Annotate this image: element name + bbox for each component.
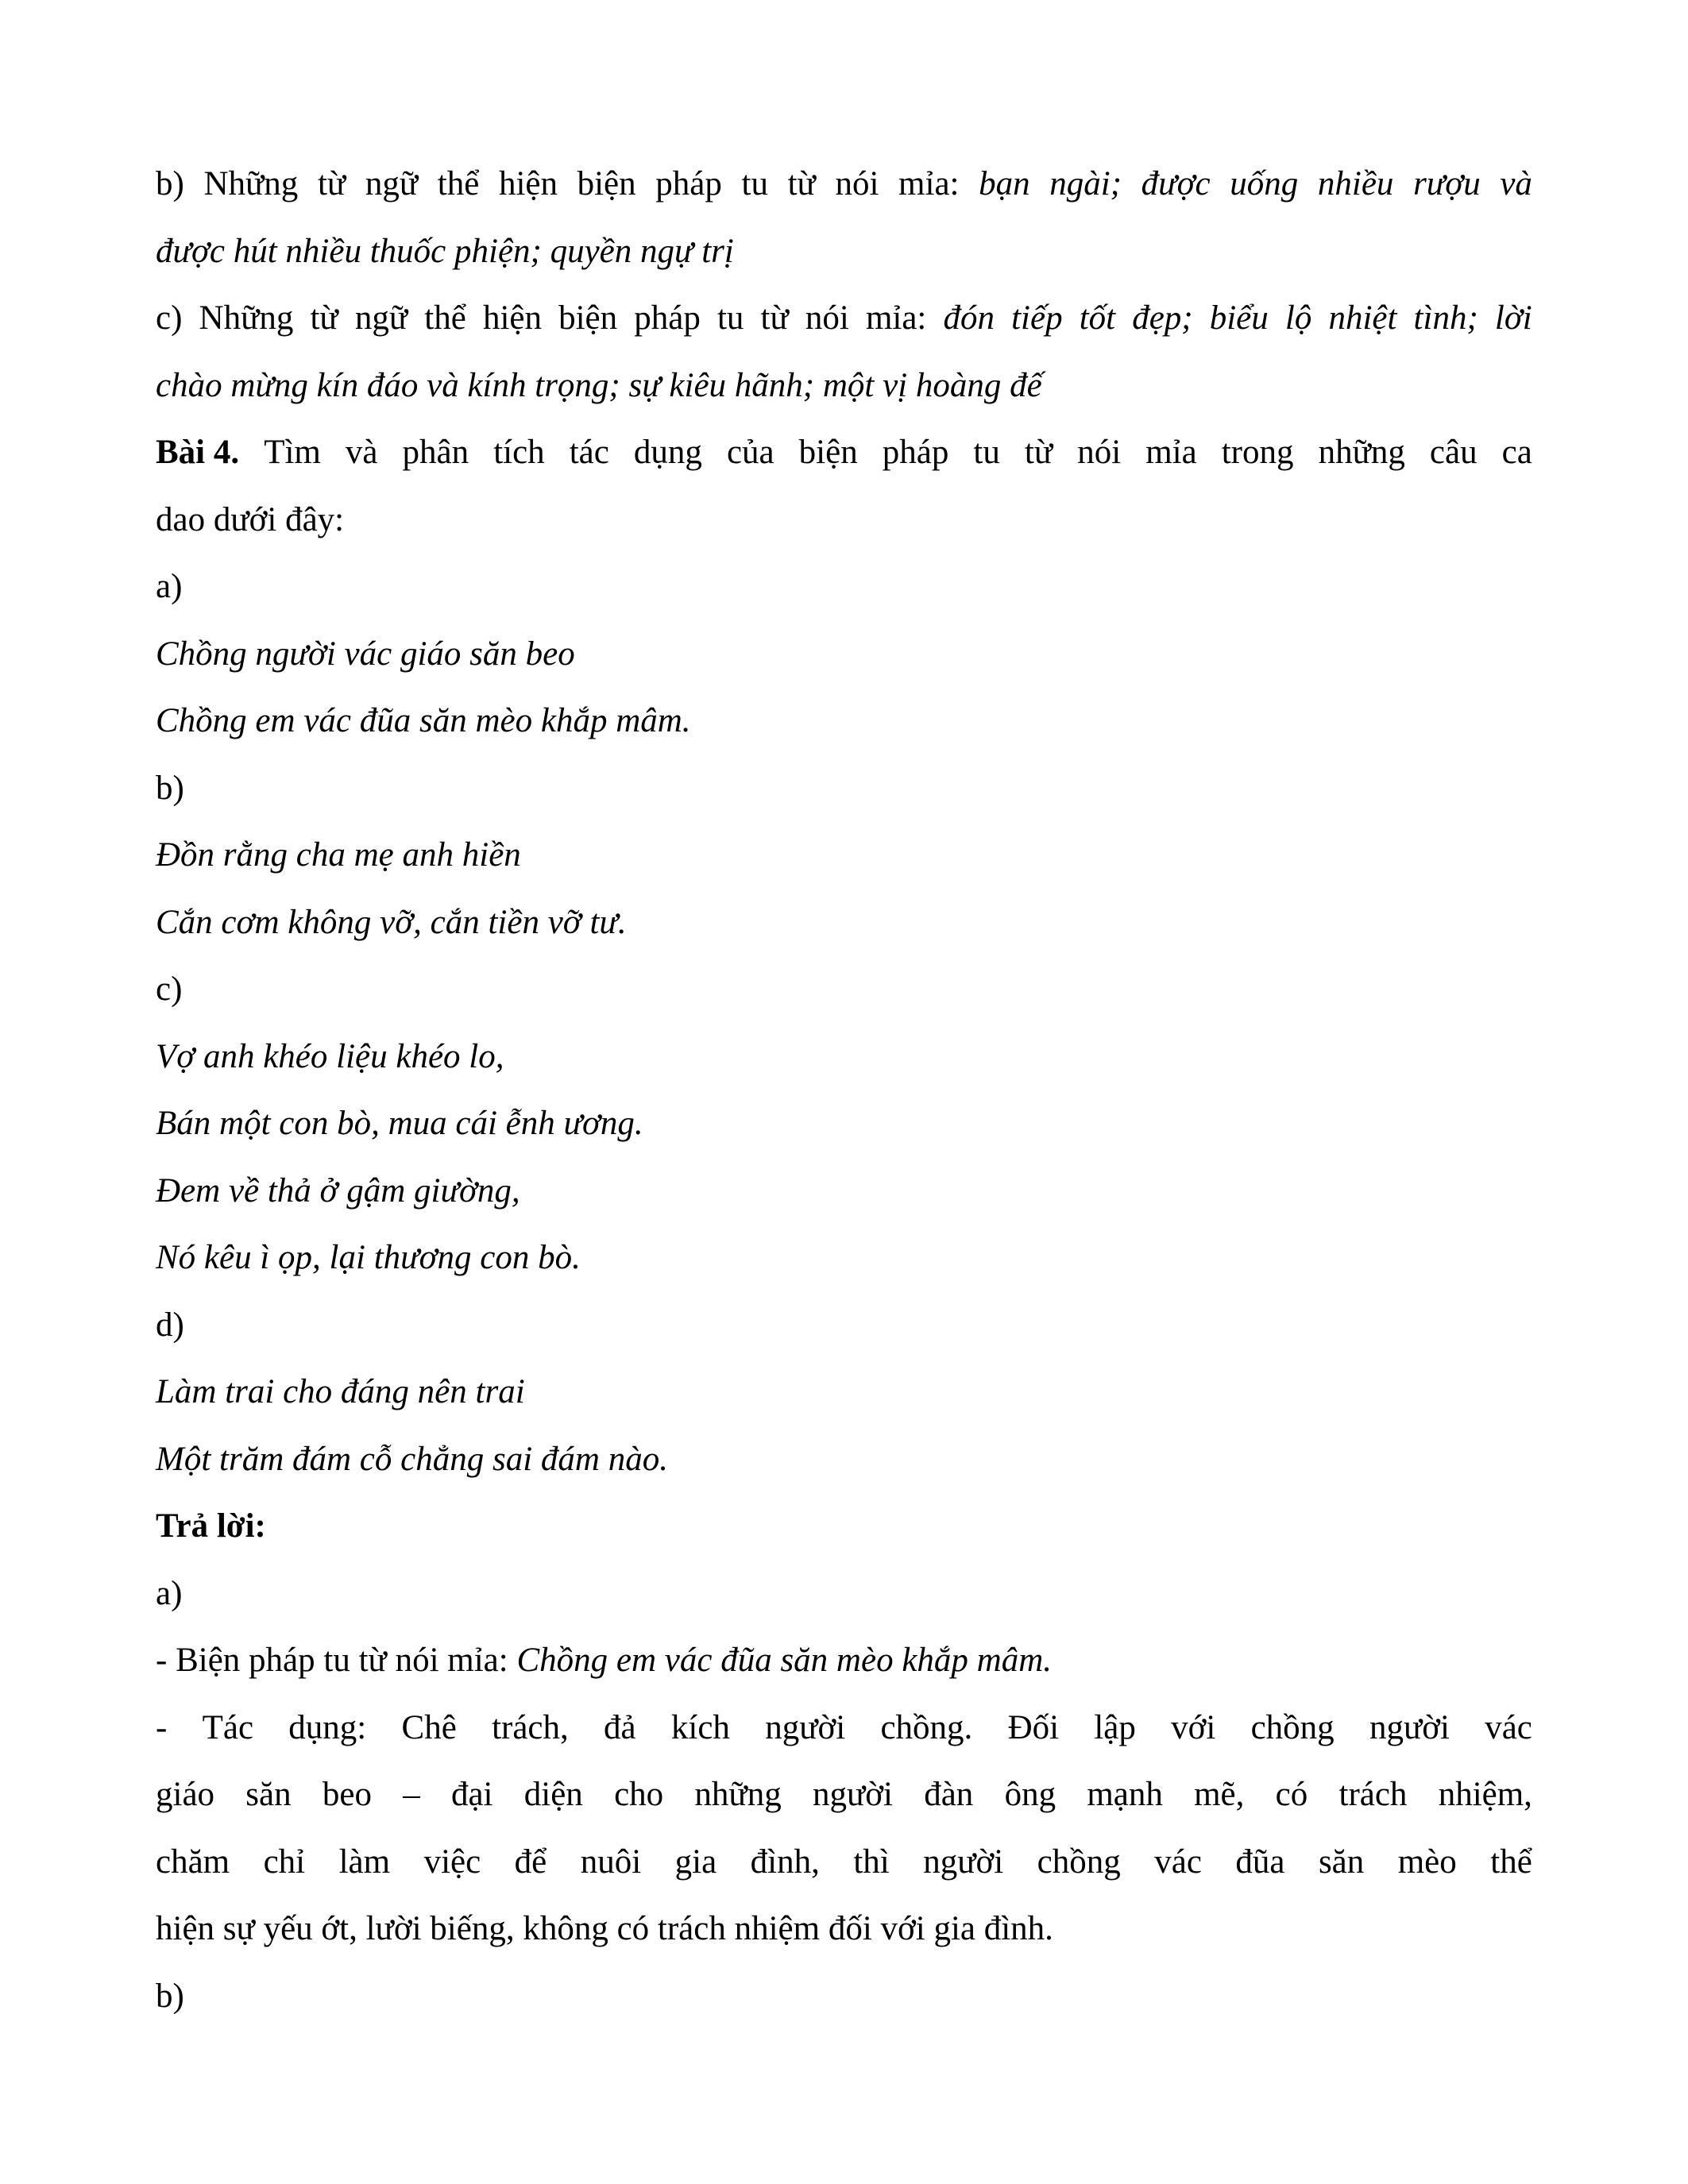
answer-a-device-label: - Biện pháp tu từ nói mỉa: [156,1642,508,1679]
poem-line: Vợ anh khéo liệu khéo lo, [156,1037,504,1075]
exercise4-prompt-word: của [726,434,774,471]
exercise3-c-word: pháp [634,299,701,337]
exercise4-heading: Bài 4. [156,434,240,471]
answer-a-effect-word: săn [1318,1843,1365,1881]
exercise3-c-word: tình; [1413,299,1478,337]
answer-a-effect-word: việc [423,1843,481,1881]
exercise3-c-word: nhiệt [1328,299,1397,337]
exercise3-c-word: lời [1494,299,1532,337]
poem-line: Bán một con bò, mua cái ễnh ương. [156,1105,643,1142]
exercise4-prompt-word: câu [1429,434,1477,471]
answer-a-effect-word: trách [1338,1776,1408,1813]
answer-a-effect-word: mèo [1397,1843,1457,1881]
exercise3-c-word: hiện [482,299,542,337]
exercise3-b-word: ngữ [365,165,419,203]
answer-a-effect-word: đũa [1235,1843,1285,1881]
answer-a-effect-word: gia [674,1843,717,1881]
exercise3-c-word: biểu [1209,299,1269,337]
exercise4-prompt-word: ca [1501,434,1532,471]
exercise3-b-word: uống [1230,165,1299,203]
answer-a-effect-word: người [923,1843,1004,1881]
exercise4-prompt-word: pháp [882,434,949,471]
answer-a-effect-word: để [514,1843,547,1881]
answer-a-effect-line: hiện sự yếu ớt, lười biếng, không có trách nhiệm đối với gia đình. [156,1910,1053,1947]
answer-a-effect-line [156,1695,1532,1762]
exercise3-b-word: b) [156,165,184,203]
exercise4-item-label: d) [156,1306,184,1344]
answer-a-effect-word: thì [853,1843,890,1881]
exercise3-c-line2: chào mừng kín đáo và kính trọng; sự kiêu hãnh; một vị hoàng đế [156,366,1042,404]
answer-a-effect-word: với [1171,1708,1216,1746]
exercise4-prompt-word: phân [402,434,469,471]
answer-a-effect-word: trách, [492,1708,569,1746]
answer-a-effect-word: nhiệm, [1438,1776,1532,1813]
exercise3-b-word: từ [787,165,816,203]
exercise3-b-word: rượu [1413,165,1481,203]
exercise3-b-word: và [1500,165,1532,203]
exercise3-b-word: ngài; [1049,165,1122,203]
exercise4-item-label: a) [156,568,183,605]
exercise3-b-word: pháp [655,165,722,203]
exercise3-b-word: tu [741,165,768,203]
answer-a-effect-word: đàn [924,1776,974,1813]
answer-a-effect-word: dụng: [288,1708,367,1746]
exercise3-c-word: biện [558,299,618,337]
answer-a-effect-word: – [403,1776,420,1813]
exercise3-c-word: tu [717,299,744,337]
exercise4-prompt-word: từ [1024,434,1053,471]
exercise4-prompt-word: dụng [633,434,702,471]
exercise3-b-word: từ [317,165,346,203]
answer-a-device [156,1627,1532,1695]
exercise4-prompt-word: mỉa [1145,434,1197,471]
answer-a-effect-word: đình, [750,1843,820,1881]
exercise3-c-word: từ [760,299,789,337]
exercise3-b-word: nói [835,165,879,203]
exercise3-c-word: tốt [1079,299,1116,337]
answer-a-effect-word: chồng [1250,1708,1335,1746]
poem-line: Chồng người vác giáo săn beo [156,635,575,673]
answer-b-label: b) [156,1977,184,2015]
exercise3-c-word: ngữ [354,299,408,337]
exercise4-items [156,554,1532,1493]
answer-a-effect-word: - [156,1708,168,1746]
exercise3-b-word: mỉa: [898,165,960,203]
exercise4-prompt-word: những [1318,434,1405,471]
answer-a-effect-word: đại [450,1776,493,1813]
answer-a-effect-word: chồng. [880,1708,973,1746]
exercise3-b-word: nhiều [1317,165,1394,203]
exercise3-b-line2: được hút nhiều thuốc phiện; quyền ngự trị [156,232,734,270]
exercise4-prompt-word: tích [493,434,545,471]
exercise3-c-word: nói [805,299,849,337]
answer-a-effect-word: chồng [1037,1843,1121,1881]
answer-a-effect-word: Đối [1007,1708,1060,1746]
answer-a-effect-word: chăm [156,1843,230,1881]
exercise3-b-word: thể [437,165,480,203]
answer-a-effect-word: người [765,1708,846,1746]
answer-a-effect-word: làm [338,1843,391,1881]
answer-a-effect-word: vác [1154,1843,1202,1881]
exercise3-b-word: biện [577,165,636,203]
answer-a-effect-word: thể [1490,1843,1532,1881]
exercise3-b-word: được [1141,165,1211,203]
answer-a-effect-line [156,1761,1532,1829]
exercise3-b-word: Những [203,165,299,203]
answer-a-effect-word: diện [523,1776,583,1813]
answer-a-effect-word: giáo [156,1776,215,1813]
exercise4-prompt-word: trong [1221,434,1294,471]
exercise3-c-word: mỉa: [865,299,927,337]
answer-a-effect-word: săn [245,1776,292,1813]
answer-a-effect-word: có [1275,1776,1308,1813]
answer-a-effect-word: người [812,1776,893,1813]
exercise3-b-word: bạn [979,165,1030,203]
exercise4-item-label: b) [156,769,184,807]
exercise3-c-word: đẹp; [1132,299,1193,337]
poem-line: Đem về thả ở gậm giường, [156,1171,520,1210]
exercise4-item-label: c) [156,970,183,1008]
exercise4-prompt-word: và [345,434,378,471]
exercise4-prompt-word: Tìm [264,434,321,471]
answer-a-effect [156,1695,1532,1963]
answer-a-effect-word: đả [604,1708,636,1746]
exercise3-c-word: lộ [1284,299,1312,337]
answer-a-effect-word: Chê [401,1708,457,1746]
poem-line: Đồn rằng cha mẹ anh hiền [156,836,521,874]
exercise3-c-word: thể [424,299,466,337]
poem-line: Cắn cơm không vỡ, cắn tiền vỡ tư. [156,903,627,941]
exercise4-prompt-word: biện [798,434,858,471]
answer-a-effect-word: vác [1485,1708,1532,1746]
exercise4-prompt-word: tác [569,434,609,471]
poem-line: Chồng em vác đũa săn mèo khắp mâm. [156,702,691,739]
answer-a-effect-word: beo [322,1776,372,1813]
exercise4-prompt-word: nói [1077,434,1122,471]
answer-a-label: a) [156,1574,183,1612]
exercise3-c-word: đón [943,299,995,337]
answer-a-effect-word: chỉ [263,1843,306,1881]
exercise3-c-word: từ [310,299,338,337]
answer-a-effect-word: Tác [202,1708,254,1746]
answer-a-effect-word: những [694,1776,782,1813]
exercise3-c-line1 [156,285,1532,353]
answer-a-effect-word: nuôi [580,1843,642,1881]
poem-line: Một trăm đám cỗ chẳng sai đám nào. [156,1440,668,1478]
poem-line: Làm trai cho đáng nên trai [156,1373,525,1410]
exercise3-c-word: tiếp [1011,299,1063,337]
answer-a-effect-word: kích [670,1708,730,1746]
answer-a-device-text: Chồng em vác đũa săn mèo khắp mâm. [516,1642,1053,1679]
exercise4-prompt-line2: dao dưới đây: [156,500,345,538]
poem-line: Nó kêu ì ọp, lại thương con bò. [156,1239,581,1276]
answer-a-effect-word: cho [614,1776,664,1813]
answer-a-effect-word: mạnh [1087,1776,1163,1813]
exercise3-b-word: hiện [498,165,558,203]
answer-a-effect-word: người [1369,1708,1450,1746]
answer-a-effect-line [156,1829,1532,1897]
document-body [156,151,1532,2030]
answer-a-effect-word: ông [1004,1776,1056,1813]
exercise3-b-line1 [156,151,1532,218]
exercise4-prompt-word: tu [973,434,1000,471]
exercise3-c-word: Những [199,299,294,337]
exercise4-prompt-line1 [156,419,1532,487]
exercise3-c-word: c) [156,299,183,337]
answer-a-effect-word: mẽ, [1194,1776,1245,1813]
answer-heading: Trả lời: [156,1507,266,1545]
answer-a-effect-word: lập [1094,1708,1136,1746]
